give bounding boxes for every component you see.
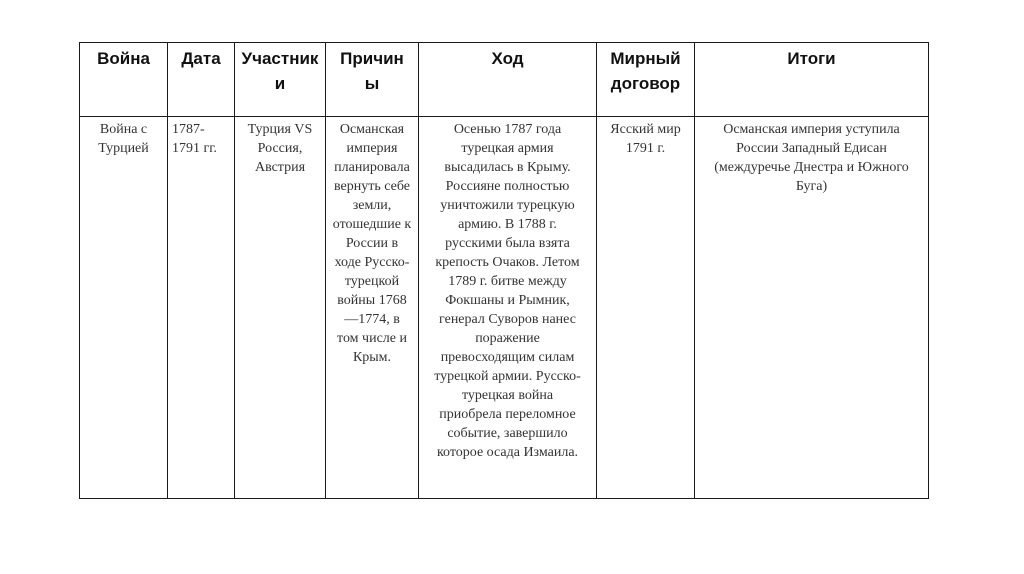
header-course: Ход — [419, 43, 597, 117]
header-participants: Участники — [235, 43, 326, 117]
cell-course: Осенью 1787 года турецкая армия высадилась в Крыму. Россияне полностью уничтожили турецкую армию. В 1788 г. русскими была взята крепость Очаков. Летом 1789 г. битве между Фокшаны и Рымник, генерал Суворов нанес поражение превосходящим силам турецкой армии. Русско-турецкая война приобрела переломное событие, завершило которое осада Измаила. — [419, 117, 597, 499]
header-date: Дата — [168, 43, 235, 117]
header-row — [80, 43, 929, 117]
cell-participants: Турция VS Россия, Австрия — [235, 117, 326, 499]
cell-results: Османская империя уступила России Западный Едисан (междуречье Днестра и Южного Буга) — [695, 117, 929, 499]
header-causes: Причины — [326, 43, 419, 117]
cell-date: 1787-1791 гг. — [168, 117, 235, 499]
header-results: Итоги — [695, 43, 929, 117]
header-treaty: Мирный договор — [597, 43, 695, 117]
cell-causes: Османская империя планировала вернуть себе земли, отошедшие к России в ходе Русско-турецкой войны 1768—1774, в том числе и Крым. — [326, 117, 419, 499]
table-row — [80, 117, 929, 499]
header-war: Война — [80, 43, 168, 117]
cell-war: Война с Турцией — [80, 117, 168, 499]
cell-treaty: Ясский мир 1791 г. — [597, 117, 695, 499]
wars-table — [79, 42, 929, 499]
